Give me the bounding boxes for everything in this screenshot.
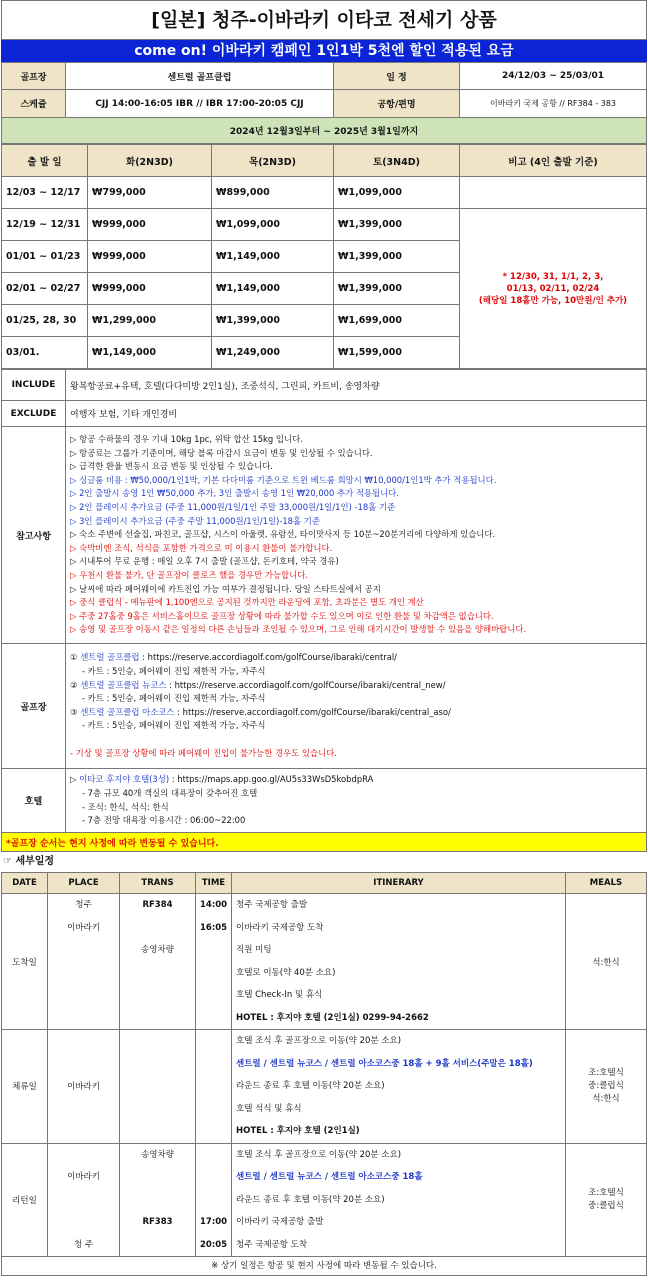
itinerary-line: HOTEL : 후지야 호텔 (2인1실) — [236, 1126, 360, 1136]
price-cell: ₩1,149,000 — [88, 337, 212, 369]
golf-course-item — [70, 706, 642, 720]
note-item: ▷ 항공료는 그룹가 기준이며, 해당 블록 마감시 요금이 변동 및 인상될 수 있습니다. — [70, 447, 373, 458]
course-url[interactable]: : https://reserve.accordiagolf.com/golfCourse/ibaraki/central_aso/ — [174, 706, 451, 717]
golf-course-item — [70, 679, 642, 693]
price-cell: ₩1,099,000 — [334, 177, 460, 209]
itinerary-line: 직원 미팅 — [236, 945, 272, 955]
golf-warning: - 기상 및 골프장 상황에 따라 페어웨이 진입이 불가능한 경우도 있습니다. — [70, 747, 337, 758]
itinerary-header: PLACE — [48, 873, 120, 894]
include-value: 왕복항공료+유택, 호텔(다다미방 2인1실), 조중석식, 그린피, 카트비, 송영차량 — [66, 370, 647, 401]
hotel-detail: - 조식: 한식, 석식: 한식 — [82, 801, 169, 812]
time: 20:05 — [200, 1239, 227, 1250]
itinerary-line: 호텔 조식 후 골프장으로 이동(약 20분 소요) — [236, 1036, 402, 1046]
course-link[interactable]: 센트럴 골프클럽 — [80, 652, 140, 663]
day-times — [196, 1030, 232, 1144]
day-trans — [120, 894, 196, 1030]
day-meals: 석:한식 — [566, 894, 647, 1030]
meal: 석:한식 — [592, 1093, 620, 1104]
day-itinerary — [232, 894, 566, 1030]
place — [52, 1211, 115, 1234]
price-header: 토(3N4D) — [334, 145, 460, 177]
price-cell: ₩1,399,000 — [334, 241, 460, 273]
hotel-link[interactable]: 이타코 후지야 호텔(3성) — [79, 774, 170, 785]
note-item: ▷ 3인 플레이시 추가요금 (주중 주말 11,000원/1인/1일)-18홀 기준 — [70, 515, 320, 526]
day-trans — [120, 1030, 196, 1144]
price-cell: ₩999,000 — [88, 273, 212, 305]
day-trans — [120, 1143, 196, 1257]
golf-courses-list — [66, 644, 647, 769]
schedule-label: 스케쥴 — [2, 90, 66, 118]
departure-date: 01/25, 28, 30 — [2, 305, 88, 337]
note-item: ▷ 우천시 환불 불가, 단 골프장이 클로즈 했을 경우만 가능합니다. — [70, 569, 308, 580]
day-date: 체류일 — [2, 1030, 48, 1144]
itinerary-table — [1, 872, 647, 1257]
day-times — [196, 1143, 232, 1257]
trans — [124, 1189, 191, 1212]
price-cell: ₩1,399,000 — [212, 305, 334, 337]
price-remark — [460, 209, 647, 369]
itinerary-line: 센트럴 / 센트럴 뉴코스 / 센트럴 아소코스중 18홀 + 9홀 서비스(주말은 18홀) — [236, 1058, 533, 1069]
golf-value: 센트럴 골프클럽 — [66, 63, 334, 90]
time — [200, 962, 227, 985]
price-header: 출 발 일 — [2, 145, 88, 177]
schedule-value: CJJ 14:00-16:05 IBR // IBR 17:00-20:05 CJJ — [66, 90, 334, 118]
place: 청 주 — [73, 1239, 94, 1250]
price-cell: ₩1,099,000 — [212, 209, 334, 241]
trans — [124, 984, 191, 1007]
note-item: ▷ 싱글룸 비용 : ₩50,000/1인1박, 기본 다다미룸 기준으로 트윈 베드룸 희망시 ₩10,000/1인1박 추가 적용됩니다. — [70, 474, 497, 485]
exclude-label: EXCLUDE — [2, 401, 66, 427]
price-header: 목(2N3D) — [212, 145, 334, 177]
airport-value: 이바라키 국제 공항 // RF384 - 383 — [460, 90, 647, 118]
price-cell: ₩799,000 — [88, 177, 212, 209]
day-meals — [566, 1030, 647, 1144]
golf-course-item — [70, 651, 642, 665]
itinerary-line: 호텔로 이동(약 40분 소요) — [236, 967, 336, 978]
hotel-detail: - 7층 전망 대욕장 이용시간 : 06:00~22:00 — [82, 815, 246, 826]
product-sheet — [1, 0, 647, 1276]
remark-line: 01/13, 02/11, 02/24 — [506, 283, 600, 294]
time — [200, 1007, 227, 1030]
note-item: ▷ 시내투어 무료 운행 : 매일 오후 7시 출발 (골프샵, 돈키호테, 약국 경유) — [70, 556, 339, 567]
note-item: ▷ 2인 출발시 송영 1인 ₩50,000 추가, 3인 출발시 송영 1인 ₩20,000 추가 적용됩니다. — [70, 488, 399, 499]
itinerary-title: ☞ 세부일정 — [3, 856, 55, 867]
hotel-url[interactable]: : https://maps.app.goo.gl/AU5s33WsD5kobdpRA — [169, 774, 374, 785]
day-date: 도착일 — [2, 894, 48, 1030]
remark-empty — [460, 177, 647, 209]
time — [200, 984, 227, 1007]
meal: 중:클럽식 — [588, 1200, 624, 1211]
hotel-label: 호텔 — [2, 769, 66, 833]
course-number: ③ — [70, 706, 78, 717]
trans: RF383 — [142, 1217, 173, 1227]
day-meals — [566, 1143, 647, 1257]
time — [200, 1189, 227, 1212]
note-item: ▷ 주중 27홀중 9홀은 서비스홀이므로 골프장 상황에 따라 불가할 수도 있으며 이로 인한 환불 및 차감액은 없습니다. — [70, 610, 494, 621]
time — [200, 1166, 227, 1189]
price-cell: ₩1,399,000 — [334, 209, 460, 241]
day-places — [48, 1143, 120, 1257]
price-cell: ₩999,000 — [88, 241, 212, 273]
trans: RF384 — [142, 900, 173, 910]
spacer — [70, 733, 642, 747]
airport-label: 공항/편명 — [334, 90, 460, 118]
day-itinerary — [232, 1030, 566, 1144]
trans — [124, 1007, 191, 1030]
place — [52, 1144, 115, 1167]
departure-date: 02/01 ~ 02/27 — [2, 273, 88, 305]
course-cart: - 카트 : 5인승, 페어웨이 진입 제한적 가능, 자주식 — [82, 720, 266, 731]
details-table — [1, 369, 647, 852]
itinerary-line: 이바라키 국제공항 출발 — [236, 1217, 324, 1227]
notes-label: 참고사항 — [2, 427, 66, 644]
price-cell: ₩1,149,000 — [212, 273, 334, 305]
departure-date: 12/03 ~ 12/17 — [2, 177, 88, 209]
meal: 조:호텔식 — [588, 1187, 624, 1198]
time — [200, 1144, 227, 1167]
trans — [124, 1166, 191, 1189]
departure-date: 12/19 ~ 12/31 — [2, 209, 88, 241]
exclude-value: 여행자 보험, 기타 개인경비 — [66, 401, 647, 427]
trans — [124, 1234, 191, 1257]
period-banner: 2024년 12월3일부터 ~ 2025년 3월1일까지 — [2, 118, 647, 144]
place — [52, 984, 115, 1007]
remark-line: * 12/30, 31, 1/1, 2, 3, — [502, 271, 604, 282]
course-number: ① — [70, 652, 78, 663]
campaign-banner: come on! 이바라키 캠페인 1인1박 5천엔 할인 적용된 요금 — [1, 40, 647, 62]
golf-label: 골프장 — [2, 63, 66, 90]
hotel-info — [66, 769, 647, 833]
itinerary-line: 이바라키 국제공항 도착 — [236, 922, 324, 933]
meal: 중:클럽식 — [588, 1080, 624, 1091]
meal: 조:호텔식 — [588, 1067, 624, 1078]
trans: 송영차량 — [141, 945, 174, 955]
time — [200, 939, 227, 962]
note-item: ▷ 2인 플레이시 추가요금 (주중 11,000원/1일/1인 주말 33,000원/1일/1인) -18홀 기준 — [70, 502, 396, 513]
note-item: ▷ 중식 클럽식 - 메뉴판에 1,100엔으로 공지된 것까지만 라운딩에 포함, 초과분은 별도 개인 계산 — [70, 597, 424, 608]
itinerary-header: ITINERARY — [232, 873, 566, 894]
place — [52, 1189, 115, 1212]
golf-order-note: *골프장 순서는 현지 사정에 따라 변동될 수 있습니다. — [2, 833, 647, 852]
footer-note: ※ 상기 일정은 항공 및 현지 사정에 따라 변동될 수 있습니다. — [1, 1257, 647, 1276]
hotel-detail: - 7층 규모 40개 객실의 대욕장이 갖추어진 호텔 — [82, 787, 258, 798]
time: 16:05 — [200, 922, 227, 933]
golf-courses-label: 골프장 — [2, 644, 66, 769]
date-label: 일 정 — [334, 63, 460, 90]
place: 이바라키 — [67, 1172, 100, 1182]
course-url[interactable]: : https://reserve.accordiagolf.com/golfCourse/ibaraki/central/ — [139, 652, 398, 663]
notes-list — [66, 427, 647, 644]
departure-date: 01/01 ~ 01/23 — [2, 241, 88, 273]
price-header: 비고 (4인 출발 기준) — [460, 145, 647, 177]
place — [52, 1007, 115, 1030]
price-cell: ₩1,599,000 — [334, 337, 460, 369]
price-cell: ₩1,149,000 — [212, 241, 334, 273]
note-item: ▷ 항공 수하물의 경우 기내 10kg 1pc, 위탁 합산 15kg 입니다. — [70, 434, 303, 445]
itinerary-line: 호텔 조식 후 골프장으로 이동(약 20분 소요) — [236, 1149, 402, 1160]
day-date: 리턴일 — [2, 1143, 48, 1257]
note-item: ▷ 숙소 주변에 선술집, 파친코, 골프샵, 시스이 아울렛, 유람선, 타이맛사지 등 10분~20분거리에 다양하게 있습니다. — [70, 529, 496, 540]
include-label: INCLUDE — [2, 370, 66, 401]
itinerary-line: 센트럴 / 센트럴 뉴코스 / 센트럴 아소코스중 18홀 — [236, 1172, 423, 1182]
place — [52, 962, 115, 985]
course-cart: - 카트 : 5인승, 페어웨이 진입 제한적 가능, 자주식 — [82, 666, 266, 677]
time: 17:00 — [200, 1217, 227, 1227]
day-itinerary — [232, 1143, 566, 1257]
course-cart: - 카트 : 5인승, 페어웨이 진입 제한적 가능, 자주식 — [82, 693, 266, 704]
departure-date: 03/01. — [2, 337, 88, 369]
price-cell: ₩899,000 — [212, 177, 334, 209]
itinerary-line: 호텔 Check-In 및 휴식 — [236, 990, 323, 1000]
course-link[interactable]: 센트럴 골프클럽 아소코스 — [80, 706, 175, 717]
itinerary-header: DATE — [2, 873, 48, 894]
course-number: ② — [70, 679, 78, 690]
day-times — [196, 894, 232, 1030]
price-table — [1, 144, 647, 369]
page-title: [일본] 청주-이바라키 이타코 전세기 상품 — [1, 0, 647, 40]
place: 청주 — [75, 900, 92, 910]
date-value: 24/12/03 ~ 25/03/01 — [460, 63, 647, 90]
price-cell: ₩1,699,000 — [334, 305, 460, 337]
itinerary-line: 라운드 종료 후 호텔 이동(약 20분 소요) — [236, 1081, 385, 1091]
note-item: ▷ 급격한 환율 변동시 요금 변동 및 인상될 수 있습니다. — [70, 461, 273, 472]
itinerary-line: HOTEL : 후지야 호텔 (2인1실) 0299-94-2662 — [236, 1012, 429, 1023]
itinerary-header: TIME — [196, 873, 232, 894]
price-header: 화(2N3D) — [88, 145, 212, 177]
price-cell: ₩1,399,000 — [334, 273, 460, 305]
itinerary-header: MEALS — [566, 873, 647, 894]
note-item: ▷ 날씨에 따라 페어웨이에 카트진입 가능 여부가 결정됩니다. 당일 스타트실에서 공지 — [70, 583, 381, 594]
itinerary-line: 청주 국제공항 출발 — [236, 900, 308, 910]
note-item: ▷ 숙박비엔 조식, 석식을 포함한 가격으로 미 이용시 환불이 불가합니다. — [70, 542, 333, 553]
price-cell: ₩1,299,000 — [88, 305, 212, 337]
price-cell: ₩999,000 — [88, 209, 212, 241]
itinerary-header: TRANS — [120, 873, 196, 894]
price-cell: ₩1,249,000 — [212, 337, 334, 369]
day-places — [48, 894, 120, 1030]
itinerary-line: 청주 국제공항 도착 — [236, 1239, 308, 1250]
info-table — [1, 62, 647, 144]
trans — [124, 962, 191, 985]
hotel-line: ▷ 이타코 후지야 호텔(3성) : https://maps.app.goo.gl/AU5s33WsD5kobdpRA — [70, 774, 374, 785]
trans: 송영차량 — [141, 1149, 174, 1160]
place — [52, 939, 115, 962]
trans — [124, 917, 191, 940]
time: 14:00 — [200, 900, 227, 910]
course-link[interactable]: 센트럴 골프클럽 뉴코스 — [80, 679, 167, 690]
note-item: ▷ 송영 및 골프장 이동시 같은 일정의 다른 손님들과 조인될 수 있으며, 그로 인해 대기시간이 발생할 수 있음을 양해바랍니다. — [70, 624, 527, 635]
remark-line: (해당일 18홀만 가능, 10만원/인 추가) — [478, 295, 628, 306]
day-place: 이바라키 — [48, 1030, 120, 1144]
course-url[interactable]: : https://reserve.accordiagolf.com/golfCourse/ibaraki/central_new/ — [166, 679, 446, 690]
itinerary-line: 호텔 석식 및 휴식 — [236, 1103, 302, 1114]
place: 이바라키 — [67, 922, 100, 933]
itinerary-line: 라운드 종료 후 호텔 이동(약 20분 소요) — [236, 1194, 385, 1205]
